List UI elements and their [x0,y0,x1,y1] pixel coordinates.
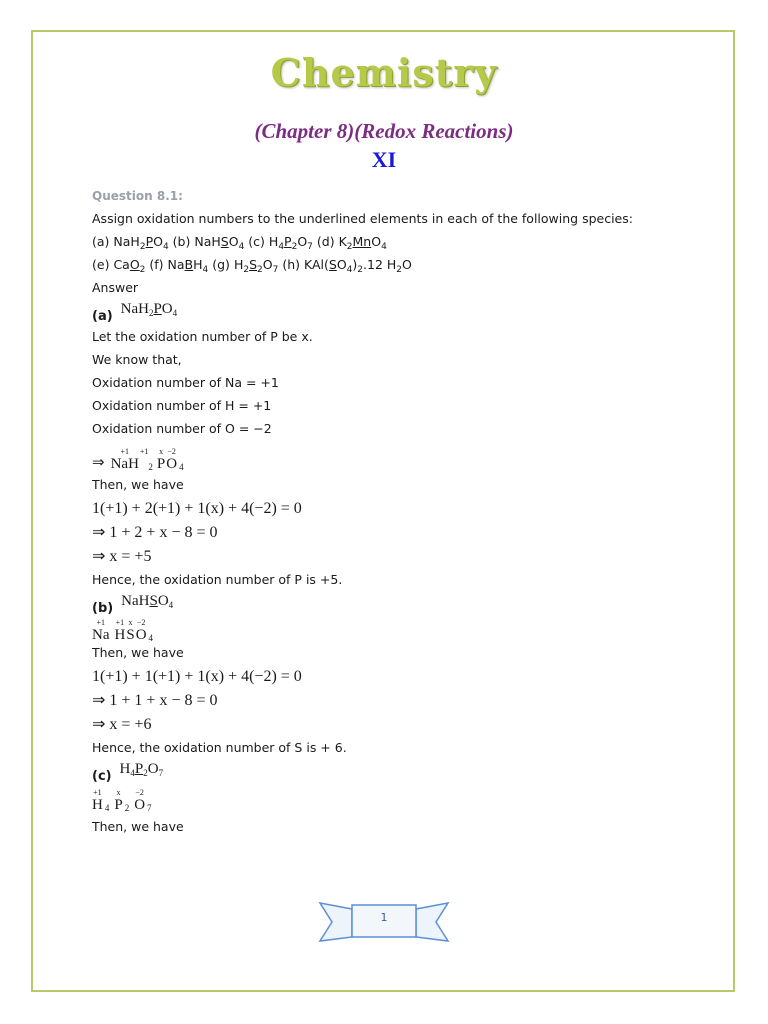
part-b-equation-1: 1(+1) + 1(+1) + 1(x) + 4(−2) = 0 [92,668,302,685]
question-heading: Question 8.1: [92,189,183,203]
part-c-label: (c) [92,769,112,784]
part-a-know: We know that, [92,352,182,367]
species-g: (g) $H_2S_2O_7$ [212,257,279,275]
part-a-label: (a) [92,309,113,324]
part-a-equation-3: ⇒ x = +5 [92,548,152,565]
answer-label: Answer [92,280,139,295]
part-a-then: Then, we have [92,477,184,492]
part-a-ox-h: Oxidation number of H = +1 [92,398,272,413]
part-b-then: Then, we have [92,645,184,660]
part-a-heading [92,301,712,327]
species-row-2 [92,255,712,278]
part-c-formula: $H_4P_2O_7$ [119,761,164,778]
question-prompt: Assign oxidation numbers to the underlined elements in each of the following species: [92,211,633,226]
species-h: (h) $KAl(SO_4)_2.12$ $H_2O$ [282,257,412,275]
page-title: Chemistry [270,50,498,95]
species-d: (d) $K_2MnO_4$ [316,234,387,252]
part-b-heading [92,593,712,619]
species-a: (a) $NaH_2PO_4$ [92,234,169,252]
page-number: 1 [380,911,388,924]
part-b-conclusion: Hence, the oxidation number of S is + 6. [92,740,347,755]
part-a-formula: $NaH_2PO_4$ [120,301,178,318]
part-b-equation-3: ⇒ x = +6 [92,716,152,733]
part-a-let: Let the oxidation number of P be x. [92,329,313,344]
part-a-equation-1: 1(+1) + 2(+1) + 1(x) + 4(−2) = 0 [92,500,302,517]
class-heading: XI [371,147,397,172]
part-b-oxidation-states: +1 Na +1 H x S −2 O 4 [92,618,154,643]
part-c-then: Then, we have [92,819,184,834]
implies-arrow: ⇒ [92,455,105,471]
part-a-equation-2: ⇒ 1 + 2 + x − 8 = 0 [92,524,218,541]
species-b: (b) NaHSO$_4$ [172,234,245,252]
part-a-oxidation-states: ⇒ +1 NaH +1 2 x P −2 O 4 [92,447,184,472]
part-a-ox-na: Oxidation number of Na = +1 [92,375,279,390]
species-c: (c) $H_4P_2O_7$ [248,234,313,252]
document-body [92,186,712,840]
chapter-heading: (Chapter 8)(Redox Reactions) [254,119,514,143]
part-a-conclusion: Hence, the oxidation number of P is +5. [92,572,343,587]
part-b-label: (b) [92,601,114,616]
part-b-formula: NaHSO$_4$ [121,593,174,610]
part-c-oxidation-states: +1 H 4 x P 2 −2 O 7 [92,788,152,813]
species-row-1 [92,232,712,255]
page-footer-ribbon [318,897,450,945]
species-f: (f) NaBH$_4$ [149,257,209,275]
species-e: (e) CaO$_2$ [92,257,146,275]
part-b-equation-2: ⇒ 1 + 1 + x − 8 = 0 [92,692,218,709]
part-a-ox-o: Oxidation number of O = −2 [92,421,272,436]
part-c-heading [92,761,712,787]
